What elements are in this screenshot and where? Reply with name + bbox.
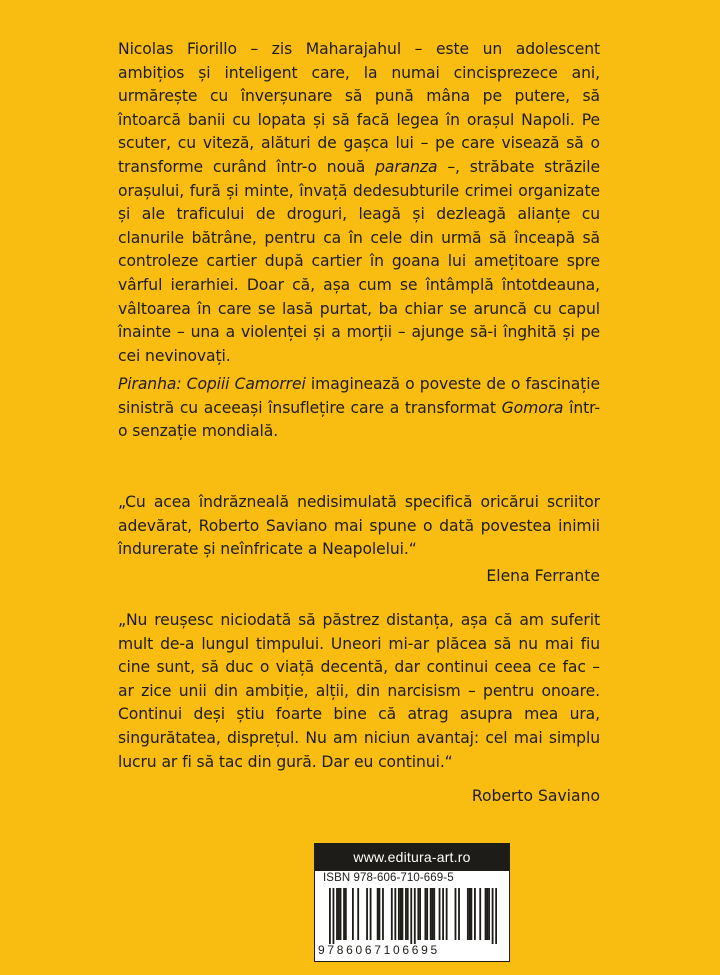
referenced-book-title: Gomora [501, 398, 564, 417]
barcode-bar [366, 888, 368, 940]
barcode-bar [333, 888, 335, 944]
publisher-website: www.editura-art.ro [315, 844, 509, 871]
ean-digits: 9786067106695 [318, 943, 440, 957]
barcode-bar [433, 888, 435, 940]
barcode-bar [382, 888, 384, 940]
barcode-bar [352, 888, 354, 940]
quote-saviano: „Nu reușesc niciodată să păstrez distanța, așa că am suferit mult de-a lungul timpului. Uneori mi-ar plăcea să nu mai fiu cine sunt, să duc o viață decentă, dar continui ceea ce fac – ar zice unii din ambiție, alții, din narcisism – pentru onoare. Continui deși știu foarte bine că atrag asupra mea ura, singurătatea, disprețul. Nu am niciun avantaj: cel mai simplu lucru ar fi să tac din gură. Dar eu continui.“ [118, 611, 600, 771]
barcode-bar [455, 888, 457, 940]
barcode-bar [458, 888, 460, 940]
barcode-bar [338, 888, 340, 940]
barcode-bar [426, 888, 428, 940]
barcode-bar [340, 888, 342, 940]
barcode-bar [419, 888, 421, 940]
barcode-bar [474, 888, 476, 940]
blurb-text-rest: –, străbate străzile orașului, fură și minte, învață dedesubturile crimei organizate și ale traficului de droguri, leagă și dezleagă alianțe cu clanurile bătrâne, pentru ca în cele din urmă să înceapă să controleze cartier după cartier în goana lui amețitoare spre vârful ierarhiei. Doar că, așa cum se întâmplă întotdeauna, vâltoarea în care se lasă purtat, ba chiar se aruncă cu capul înainte – una a violenței și a morții – ajunge să-i înghită și pe cei nevinovați. [118, 157, 601, 365]
barcode-bar [379, 888, 381, 940]
barcode-bar [343, 888, 345, 940]
barcode-bar [486, 888, 488, 940]
barcode-bar [402, 888, 404, 940]
barcode-bar [488, 888, 490, 940]
barcode-bar [377, 888, 379, 940]
barcode-bar [400, 888, 402, 940]
blurb-italic-term: paranza [375, 157, 438, 176]
barcode-bar [495, 888, 497, 944]
quote-author-ferrante: Elena Ferrante [486, 567, 600, 585]
barcode-bar [398, 888, 400, 940]
barcode-bar [410, 888, 412, 944]
isbn-number: ISBN 978-606-710-669-5 [323, 872, 454, 884]
barcode-bar [394, 888, 396, 940]
blurb-paragraph-2 [118, 373, 600, 444]
barcode-bar [405, 888, 407, 940]
barcode-bar [430, 888, 432, 940]
barcode-bar [345, 888, 347, 940]
barcode-bar [329, 888, 331, 944]
barcode-bars [329, 888, 497, 944]
barcode-bar [485, 888, 487, 940]
barcode-bar [432, 888, 434, 940]
barcode-bar [470, 888, 472, 940]
barcode-label [314, 843, 510, 962]
barcode-bar [424, 888, 426, 940]
barcode-bar [446, 888, 448, 940]
blurb-text: imaginează o poveste de o fascinație sinistră cu aceeași însuflețire care a transformat [118, 375, 601, 417]
barcode-bar [391, 888, 393, 940]
blurb-text-end: într-o senzație mondială. [118, 398, 601, 441]
barcode-bar [492, 888, 494, 944]
barcode-bar [357, 888, 359, 940]
barcode-bar [417, 888, 419, 940]
barcode-bar [479, 888, 481, 940]
barcode-bar [407, 888, 409, 940]
barcode-bar [370, 888, 372, 940]
barcode-bar [336, 888, 338, 940]
quote-author-saviano: Roberto Saviano [471, 787, 600, 805]
book-title: Piranha: Copiii Camorrei [118, 375, 306, 393]
barcode-bar [414, 888, 416, 944]
blurb-text: Nicolas Fiorillo – zis Maharajahul – este un adolescent ambițios și inteligent care, la numai cincisprezece ani, urmărește cu înverșunare să pună mâna pe putere, să întoarcă banii cu lopata și să facă legea în orașul Napoli. Pe scuter, cu viteză, alături de gașca lui – pe care visează să o transforme curând într-o nouă [118, 40, 600, 176]
quote-ferrante: „Cu acea îndrăzneală nedisimulată specifică oricărui scriitor adevărat, Roberto Saviano mai spune o dată povestea inimii îndurerate și neînfricate a Neapolelui.“ [118, 493, 600, 559]
barcode-bar [442, 888, 444, 940]
barcode-bar [439, 888, 441, 940]
blurb-paragraph-1 [118, 38, 600, 368]
barcode-bar [469, 888, 471, 940]
barcode-bar [467, 888, 469, 940]
